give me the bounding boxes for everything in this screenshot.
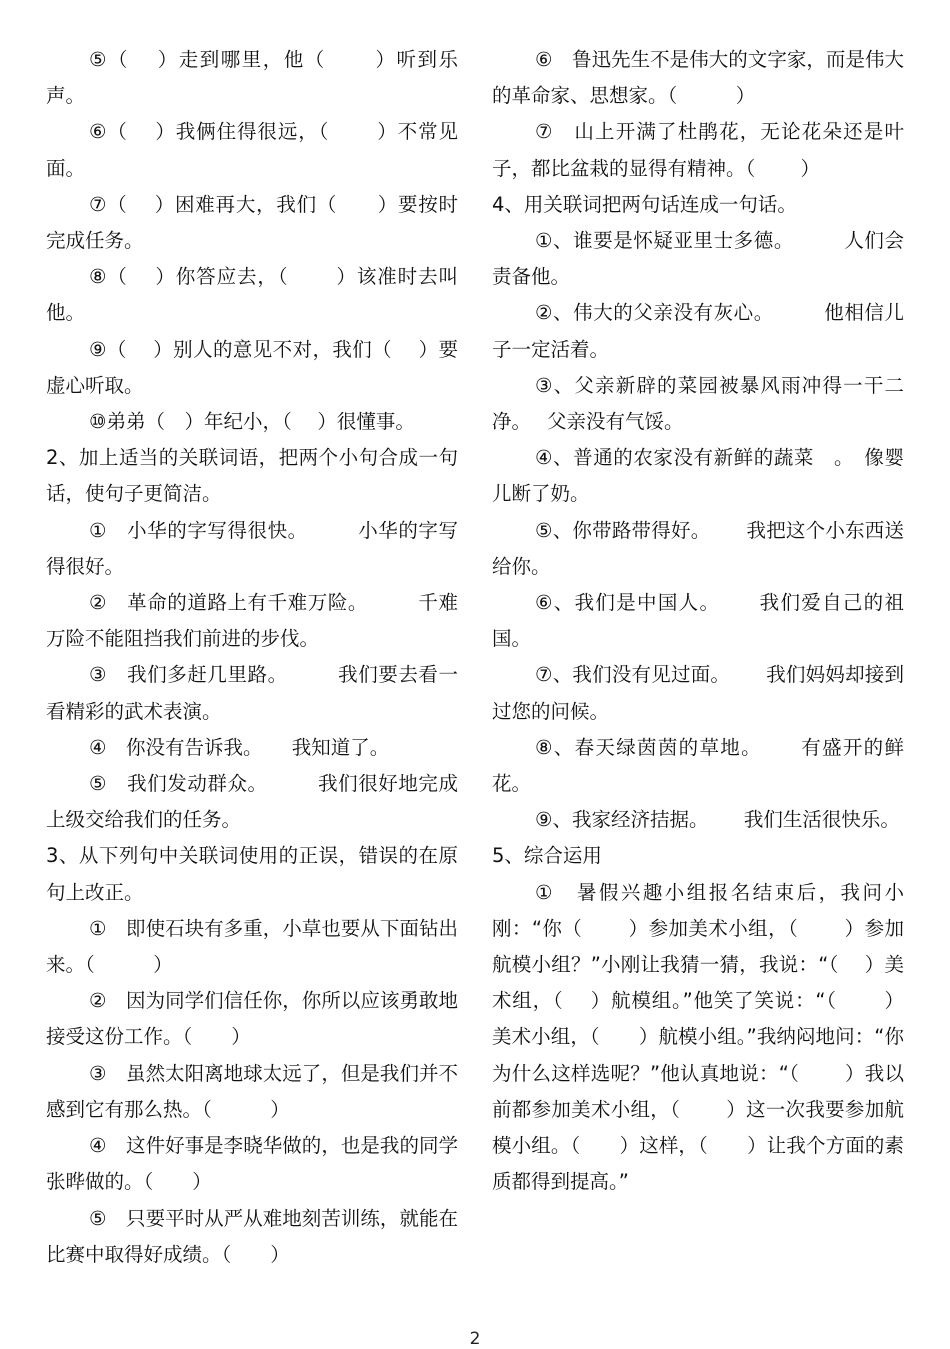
page-number: 2	[469, 1329, 481, 1349]
exercise-1-item-8: ⑧（ ）你答应去，（ ）该准时去叫他。	[46, 265, 458, 325]
exercise-1-item-10: ⑩弟弟（ ）年纪小，（ ）很懂事。	[89, 410, 415, 434]
exercise-2-item-3: ③ 我们多赶几里路。 我们要去看一看精彩的武术表演。	[46, 663, 458, 723]
exercise-4-item-1: ①、谁要是怀疑亚里士多德。 人们会责备他。	[492, 229, 904, 289]
exercise-4-item-8: ⑧、春天绿茵茵的草地。 有盛开的鲜花。	[492, 735, 904, 796]
section-4-heading: 4、用关联词把两句话连成一句话。	[492, 192, 797, 216]
exercise-4-item-7: ⑦、我们没有见过面。 我们妈妈却接到过您的问候。	[492, 663, 904, 723]
exercise-1-item-9: ⑨（ ）别人的意见不对，我们（ ）要虚心听取。	[46, 337, 458, 397]
section-3-heading: 3、从下列句中关联词使用的正误，错误的在原句上改正。	[46, 844, 458, 904]
exercise-4-item-2: ②、伟大的父亲没有灰心。 他相信儿子一定活着。	[492, 301, 904, 361]
exercise-1-item-5: ⑤（ ）走到哪里，他（ ）听到乐声。	[46, 48, 458, 108]
exercise-1-item-6: ⑥（ ）我俩住得很远，（ ）不常见面。	[46, 120, 458, 180]
exercise-3-item-7: ⑦ 山上开满了杜鹃花，无论花朵还是叶子，都比盆栽的显得有精神。（ ）	[492, 120, 904, 180]
right-column	[492, 42, 904, 1201]
exercise-4-item-6: ⑥、我们是中国人。 我们爱自己的祖国。	[492, 591, 904, 651]
section-5-heading: 5、综合运用	[492, 844, 602, 868]
left-column	[46, 42, 458, 1273]
exercise-3-item-5: ⑤ 只要平时从严从难地刻苦训练，就能在比赛中取得好成绩。（ ）	[46, 1206, 458, 1266]
section-2-heading: 2、加上适当的关联词语，把两个小句合成一句话，使句子更简洁。	[46, 446, 458, 506]
exercise-2-item-1: ① 小华的字写得很快。 小华的字写得很好。	[46, 518, 458, 578]
exercise-4-item-4: ④、普通的农家没有新鲜的蔬菜 。 像婴儿断了奶。	[492, 446, 904, 506]
exercise-3-item-1: ① 即使石块有多重，小草也要从下面钻出来。（ ）	[46, 916, 458, 977]
exercise-2-item-4: ④ 你没有告诉我。 我知道了。	[89, 735, 390, 759]
exercise-3-item-4: ④ 这件好事是李晓华做的，也是我的同学张晔做的。（ ）	[46, 1134, 458, 1194]
exercise-3-item-3: ③ 虽然太阳离地球太远了，但是我们并不感到它有那么热。（ ）	[46, 1061, 458, 1121]
exercise-5-item-1: ① 暑假兴趣小组报名结束后，我问小刚：“你（ ）参加美术小组，（ ）参加航模小组？”小刚让我猜一猜，我说：“（ ）美术组，（ ）航模组。”他笑了笑说：“（ ）美术小组，（ ）航模小组。”我纳闷地问：“你为什么这样选呢？”他认真地说：“（ ）我以前都参加美术小组，（ ）这一次我要参加航模小组。（ ）这样，（ ）让我个方面的素质都得到提高。”	[492, 880, 904, 1194]
exercise-3-item-2: ② 因为同学们信任你，你所以应该勇敢地接受这份工作。（ ）	[46, 989, 458, 1049]
exercise-1-item-7: ⑦（ ）困难再大，我们（ ）要按时完成任务。	[46, 192, 458, 253]
exercise-2-item-5: ⑤ 我们发动群众。 我们很好地完成上级交给我们的任务。	[46, 772, 458, 832]
exercise-2-item-2: ② 革命的道路上有千难万险。 千难万险不能阻挡我们前进的步伐。	[46, 591, 458, 651]
exercise-4-item-9: ⑨、我家经济拮据。 我们生活很快乐。	[535, 808, 900, 832]
exercise-3-item-6: ⑥ 鲁迅先生不是伟大的文字家，而是伟大的革命家、思想家。（ ）	[492, 48, 904, 108]
exercise-4-item-5: ⑤、你带路带得好。 我把这个小东西送给你。	[492, 518, 904, 578]
exercise-4-item-3: ③、父亲新辟的菜园被暴风雨冲得一干二净。 父亲没有气馁。	[492, 373, 904, 434]
